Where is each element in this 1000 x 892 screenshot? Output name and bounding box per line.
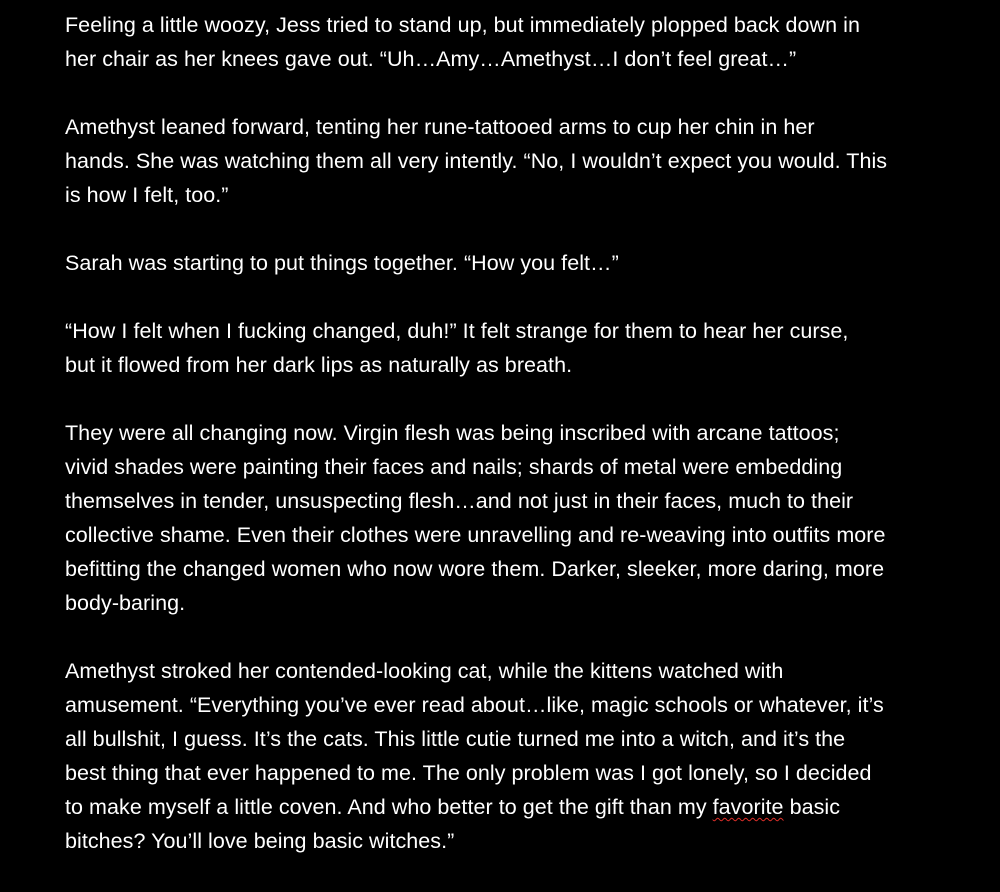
- text-line: Amethyst stroked her contended-looking cat, while the kittens watched with: [65, 659, 784, 683]
- paragraph-2: [65, 110, 945, 212]
- text-line: They were all changing now. Virgin flesh was being inscribed with arcane tattoos;: [65, 421, 840, 445]
- text-line: Amethyst leaned forward, tenting her rune-tattooed arms to cup her chin in her: [65, 115, 815, 139]
- text-line: collective shame. Even their clothes were unravelling and re-weaving into outfits more: [65, 523, 886, 547]
- text-line: befitting the changed women who now wore them. Darker, sleeker, more daring, more: [65, 557, 885, 581]
- paragraph-1: [65, 8, 945, 76]
- text-line: “How I felt when I fucking changed, duh!” It felt strange for them to hear her curse,: [65, 319, 849, 343]
- text-line-with-spellcheck: [65, 790, 945, 824]
- text-line: but it flowed from her dark lips as naturally as breath.: [65, 353, 573, 377]
- text-line: is how I felt, too.”: [65, 183, 229, 207]
- paragraph-4: [65, 314, 945, 382]
- misspelled-word[interactable]: favorite: [712, 795, 784, 819]
- paragraph-5: [65, 416, 945, 620]
- text-line: hands. She was watching them all very intently. “No, I wouldn’t expect you would. This: [65, 149, 888, 173]
- text-line: all bullshit, I guess. It’s the cats. This little cutie turned me into a witch, and it’s the: [65, 727, 846, 751]
- text-line: Feeling a little woozy, Jess tried to stand up, but immediately plopped back down in: [65, 13, 860, 37]
- text-line: Sarah was starting to put things together. “How you felt…”: [65, 251, 619, 275]
- paragraph-3: [65, 246, 945, 280]
- text-line: bitches? You’ll love being basic witches.”: [65, 829, 455, 853]
- text-line: themselves in tender, unsuspecting flesh…and not just in their faces, much to their: [65, 489, 854, 513]
- text-line: amusement. “Everything you’ve ever read about…like, magic schools or whatever, it’s: [65, 693, 884, 717]
- text-segment: basic: [783, 795, 841, 819]
- text-line: her chair as her knees gave out. “Uh…Amy…Amethyst…I don’t feel great…”: [65, 47, 797, 71]
- paragraph-6: [65, 654, 945, 858]
- document-body[interactable]: [65, 8, 945, 892]
- text-line: body-baring.: [65, 591, 186, 615]
- text-line: vivid shades were painting their faces and nails; shards of metal were embedding: [65, 455, 843, 479]
- text-segment: to make myself a little coven. And who better to get the gift than my: [65, 795, 713, 819]
- text-line: best thing that ever happened to me. The only problem was I got lonely, so I decided: [65, 761, 872, 785]
